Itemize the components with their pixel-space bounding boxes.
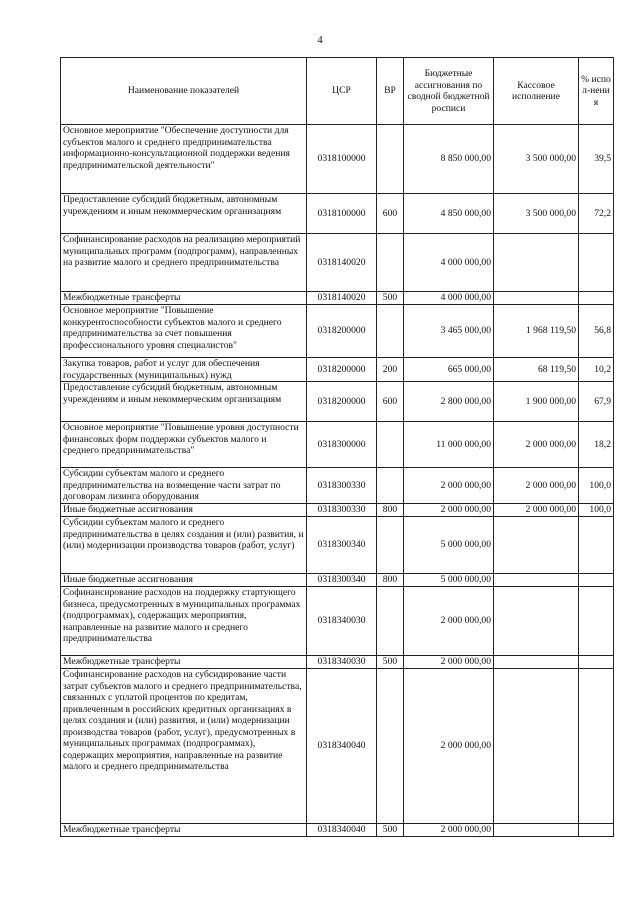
row-percent <box>579 517 614 574</box>
row-name: Софинансирование расходов на реализацию мероприятий муниципальных программ (подпрограмм), направленных на развитие малого и среднего предпринимательства <box>61 234 307 292</box>
row-name: Софинансирование расходов на субсидирование части затрат субъектов малого и среднего предпринимательства, связанных с уплатой процентов по кредитам, привлеченным в российских кредитных организациях в целях создания и (или) развития, и (или) модернизации производства товаров (работ, услуг), предусмотренных в муниципальных программах (подпрограммах), содержащих мероприятия, направленные на развитие малого и среднего предпринимательства <box>61 669 307 824</box>
table-row <box>61 292 614 305</box>
row-vr-code: 500 <box>377 824 404 837</box>
row-percent: 39,5 <box>579 125 614 194</box>
row-csr-code: 0318200000 <box>307 358 377 382</box>
row-cash-amount <box>494 824 579 837</box>
row-csr-code: 0318140020 <box>307 292 377 305</box>
row-cash-amount <box>494 234 579 292</box>
row-percent <box>579 292 614 305</box>
row-percent <box>579 587 614 656</box>
header-cash: Кассовое исполнение <box>494 58 579 125</box>
row-budget-amount: 8 850 000,00 <box>404 125 494 194</box>
budget-execution-table <box>60 57 614 837</box>
row-cash-amount <box>494 517 579 574</box>
row-vr-code: 500 <box>377 292 404 305</box>
row-percent: 10,2 <box>579 358 614 382</box>
table-row <box>61 234 614 292</box>
row-budget-amount: 2 000 000,00 <box>404 824 494 837</box>
row-name: Иные бюджетные ассигнования <box>61 504 307 517</box>
row-percent <box>579 669 614 824</box>
table-row <box>61 504 614 517</box>
row-cash-amount: 2 000 000,00 <box>494 422 579 468</box>
table-row <box>61 422 614 468</box>
table-row <box>61 669 614 824</box>
row-csr-code: 0318340030 <box>307 587 377 656</box>
row-cash-amount: 2 000 000,00 <box>494 504 579 517</box>
row-name: Межбюджетные трансферты <box>61 656 307 669</box>
table-row <box>61 305 614 358</box>
table-row <box>61 125 614 194</box>
row-budget-amount: 2 000 000,00 <box>404 468 494 504</box>
row-csr-code: 0318100000 <box>307 125 377 194</box>
header-budget: Бюджетные ассигнования по сводной бюджетной росписи <box>404 58 494 125</box>
row-budget-amount: 2 000 000,00 <box>404 669 494 824</box>
row-csr-code: 0318300340 <box>307 517 377 574</box>
row-csr-code: 0318200000 <box>307 305 377 358</box>
table-row <box>61 574 614 587</box>
row-cash-amount <box>494 656 579 669</box>
row-percent: 100,0 <box>579 468 614 504</box>
row-name: Предоставление субсидий бюджетным, автономным учреждениям и иным некоммерческим организациям <box>61 382 307 422</box>
row-percent <box>579 234 614 292</box>
page-number: 4 <box>317 34 323 46</box>
row-name: Иные бюджетные ассигнования <box>61 574 307 587</box>
row-budget-amount: 3 465 000,00 <box>404 305 494 358</box>
row-name: Основное мероприятие "Обеспечение доступности для субъектов малого и среднего предпринимательства информационно-консультационной поддержки ведения предпринимательской деятельности" <box>61 125 307 194</box>
row-budget-amount: 665 000,00 <box>404 358 494 382</box>
row-csr-code: 0318300340 <box>307 574 377 587</box>
row-name: Предоставление субсидий бюджетным, автономным учреждениям и иным некоммерческим организациям <box>61 194 307 234</box>
row-csr-code: 0318100000 <box>307 194 377 234</box>
row-percent <box>579 656 614 669</box>
row-percent: 100,0 <box>579 504 614 517</box>
row-name: Межбюджетные трансферты <box>61 824 307 837</box>
row-vr-code <box>377 669 404 824</box>
row-vr-code: 500 <box>377 656 404 669</box>
table-row <box>61 824 614 837</box>
row-name: Основное мероприятие "Повышение уровня доступности финансовых форм поддержки субъектов малого и среднего предпринимательства" <box>61 422 307 468</box>
row-vr-code: 600 <box>377 194 404 234</box>
header-name: Наименование показателей <box>61 58 307 125</box>
row-cash-amount <box>494 669 579 824</box>
row-vr-code <box>377 422 404 468</box>
header-percent: % испол-нения <box>579 58 614 125</box>
row-cash-amount: 2 000 000,00 <box>494 468 579 504</box>
row-vr-code <box>377 125 404 194</box>
row-csr-code: 0318140020 <box>307 234 377 292</box>
row-name: Основное мероприятие "Повышение конкурентоспособности субъектов малого и среднего предпринимательства за счет повышения профессионального уровня специалистов" <box>61 305 307 358</box>
row-budget-amount: 5 000 000,00 <box>404 574 494 587</box>
table-row <box>61 468 614 504</box>
row-csr-code: 0318300330 <box>307 504 377 517</box>
header-csr: ЦСР <box>307 58 377 125</box>
row-csr-code: 0318340030 <box>307 656 377 669</box>
row-cash-amount: 1 900 000,00 <box>494 382 579 422</box>
table-row <box>61 382 614 422</box>
row-budget-amount: 2 000 000,00 <box>404 656 494 669</box>
row-budget-amount: 4 000 000,00 <box>404 234 494 292</box>
row-name: Межбюджетные трансферты <box>61 292 307 305</box>
row-budget-amount: 4 850 000,00 <box>404 194 494 234</box>
row-csr-code: 0318300330 <box>307 468 377 504</box>
row-budget-amount: 4 000 000,00 <box>404 292 494 305</box>
row-percent: 56,8 <box>579 305 614 358</box>
row-percent <box>579 824 614 837</box>
row-cash-amount <box>494 292 579 305</box>
row-vr-code: 600 <box>377 382 404 422</box>
row-vr-code <box>377 468 404 504</box>
row-cash-amount: 1 968 119,50 <box>494 305 579 358</box>
row-cash-amount: 3 500 000,00 <box>494 125 579 194</box>
row-budget-amount: 5 000 000,00 <box>404 517 494 574</box>
row-vr-code <box>377 234 404 292</box>
row-cash-amount: 3 500 000,00 <box>494 194 579 234</box>
table-row <box>61 517 614 574</box>
row-name: Субсидии субъектам малого и среднего предпринимательства в целях создания и (или) развития, и (или) модернизации производства товаров (работ, услуг) <box>61 517 307 574</box>
row-percent: 18,2 <box>579 422 614 468</box>
row-budget-amount: 2 800 000,00 <box>404 382 494 422</box>
row-cash-amount <box>494 574 579 587</box>
row-name: Субсидии субъектам малого и среднего предпринимательства на возмещение части затрат по договорам лизинга оборудования <box>61 468 307 504</box>
table-row <box>61 194 614 234</box>
row-csr-code: 0318200000 <box>307 382 377 422</box>
row-name: Закупка товаров, работ и услуг для обеспечения государственных (муниципальных) нужд <box>61 358 307 382</box>
row-percent: 72,2 <box>579 194 614 234</box>
row-vr-code: 800 <box>377 504 404 517</box>
row-budget-amount: 2 000 000,00 <box>404 504 494 517</box>
table-row <box>61 656 614 669</box>
row-percent <box>579 574 614 587</box>
row-csr-code: 0318340040 <box>307 669 377 824</box>
row-budget-amount: 11 000 000,00 <box>404 422 494 468</box>
row-budget-amount: 2 000 000,00 <box>404 587 494 656</box>
row-cash-amount <box>494 587 579 656</box>
row-vr-code <box>377 305 404 358</box>
table-row <box>61 358 614 382</box>
row-csr-code: 0318340040 <box>307 824 377 837</box>
row-vr-code <box>377 587 404 656</box>
row-name: Софинансирование расходов на поддержку стартующего бизнеса, предусмотренных в муниципальных программах (подпрограммах), содержащих мероприятия, направленные на развитие малого и среднего предпринимательства <box>61 587 307 656</box>
header-vr: ВР <box>377 58 404 125</box>
row-vr-code: 200 <box>377 358 404 382</box>
row-percent: 67,9 <box>579 382 614 422</box>
row-csr-code: 0318300000 <box>307 422 377 468</box>
row-vr-code: 800 <box>377 574 404 587</box>
table-row <box>61 587 614 656</box>
row-vr-code <box>377 517 404 574</box>
row-cash-amount: 68 119,50 <box>494 358 579 382</box>
